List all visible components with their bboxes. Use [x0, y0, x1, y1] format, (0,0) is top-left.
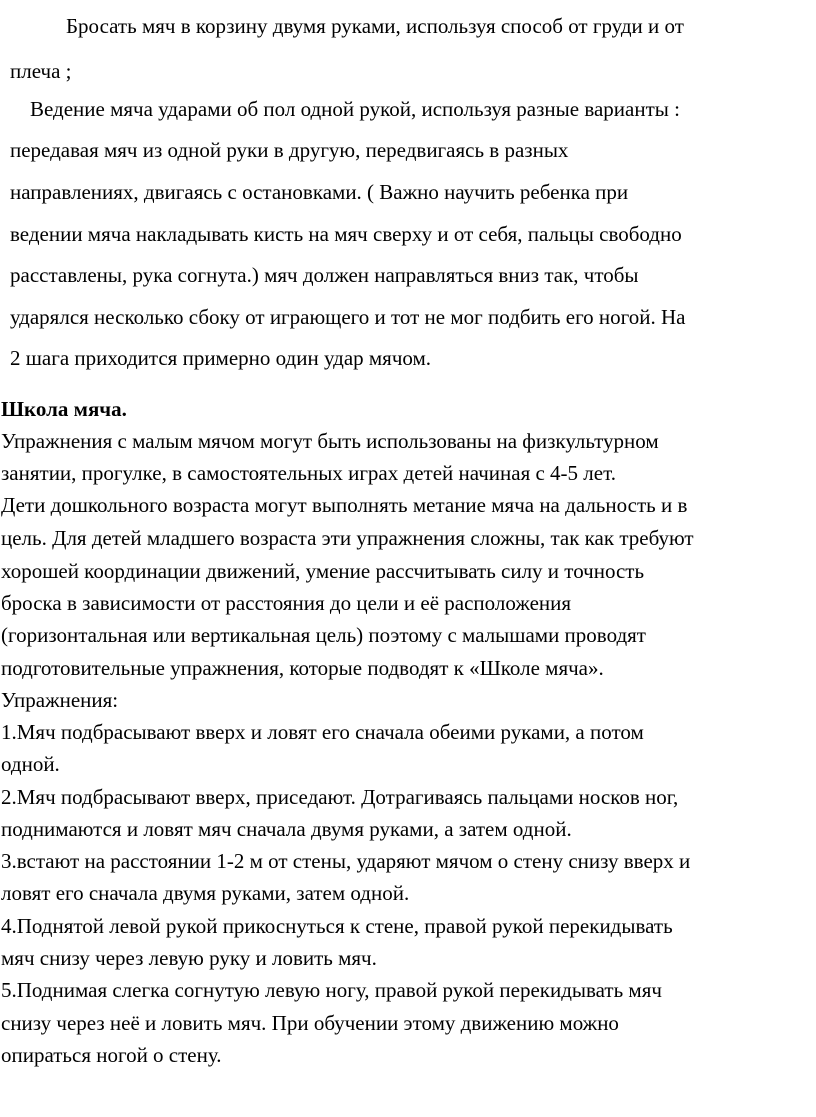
- list-item: 5.Поднимая слегка согнутую левую ногу, правой рукой перекидывать мяч: [1, 978, 662, 1002]
- text-line: Ведение мяча ударами об пол одной рукой, используя разные варианты :: [30, 97, 680, 121]
- text-line: 2 шага приходится примерно один удар мячом.: [10, 346, 432, 370]
- text-line: ударялся несколько сбоку от играющего и тот не мог подбить его ногой. На: [10, 305, 686, 329]
- text-line: плеча ;: [10, 59, 72, 83]
- text-line: Упражнения с малым мячом могут быть использованы на физкультурном: [1, 429, 659, 453]
- text-line: опираться ногой о стену.: [1, 1043, 222, 1067]
- text-line: Упражнения:: [1, 688, 119, 712]
- text-line: снизу через неё и ловить мяч. При обучении этому движению можно: [1, 1011, 619, 1035]
- text-line: ловят его сначала двумя руками, затем одной.: [1, 881, 410, 905]
- text-line: хорошей координации движений, умение рассчитывать силу и точность: [1, 559, 645, 583]
- text-line: подготовительные упражнения, которые подводят к «Школе мяча».: [1, 656, 604, 680]
- list-item: 3.встают на расстоянии 1-2 м от стены, ударяют мячом о стену снизу вверх и: [1, 849, 691, 873]
- text-line: поднимаются и ловят мяч сначала двумя руками, а затем одной.: [1, 817, 572, 841]
- list-item: 2.Мяч подбрасывают вверх, приседают. Дотрагиваясь пальцами носков ног,: [1, 785, 679, 809]
- list-item: 1.Мяч подбрасывают вверх и ловят его сначала обеими руками, а потом: [1, 720, 644, 744]
- text-line: передавая мяч из одной руки в другую, передвигаясь в разных: [10, 138, 569, 162]
- text-line: ведении мяча накладывать кисть на мяч сверху и от себя, пальцы свободно: [10, 222, 682, 246]
- text-line: (горизонтальная или вертикальная цель) поэтому с малышами проводят: [1, 623, 646, 647]
- section-heading: Школа мяча.: [1, 397, 127, 421]
- text-line: направлениях, двигаясь с остановками. ( Важно научить ребенка при: [10, 180, 629, 204]
- text-line: мяч снизу через левую руку и ловить мяч.: [1, 946, 377, 970]
- list-item: 4.Поднятой левой рукой прикоснуться к стене, правой рукой перекидывать: [1, 914, 673, 938]
- text-line: расставлены, рука согнута.) мяч должен направляться вниз так, чтобы: [10, 263, 639, 287]
- text-line: Бросать мяч в корзину двумя руками, используя способ от груди и от: [66, 14, 684, 38]
- text-line: Дети дошкольного возраста могут выполнять метание мяча на дальность и в: [1, 493, 688, 517]
- text-line: цель. Для детей младшего возраста эти упражнения сложны, так как требуют: [1, 526, 694, 550]
- text-line: занятии, прогулке, в самостоятельных играх детей начиная с 4-5 лет.: [1, 461, 616, 485]
- text-line: броска в зависимости от расстояния до цели и её расположения: [1, 591, 572, 615]
- text-line: одной.: [1, 752, 60, 776]
